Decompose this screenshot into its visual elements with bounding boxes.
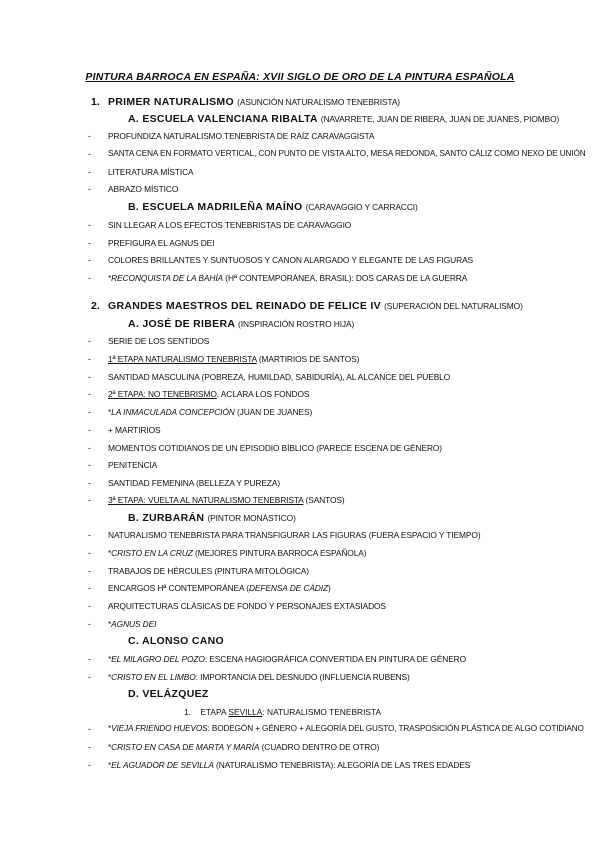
subsection-title: VELÁZQUEZ [142,688,209,700]
subsection-subtitle: (CARAVAGGIO Y CARRACCI) [305,202,418,212]
subsection-subtitle: (NAVARRETE, JUAN DE RIBERA, JUAN DE JUANES, PIOMBO) [320,114,560,124]
section-number: 2. [91,300,100,312]
section-subtitle: (SUPERACIÓN DEL NATURALISMO) [384,301,523,311]
subsection-title: ESCUELA VALENCIANA RIBALTA [142,113,318,125]
subsection-letter: A. [128,318,140,330]
section-subtitle: (ASUNCIÓN NATURALISMO TENEBRISTA) [237,97,400,107]
section-title: PRIMER NATURALISMO [108,96,234,108]
subsection-title: ESCUELA MADRILEÑA MAÍNO [142,201,303,213]
subsection-title: JOSÉ DE RIBERA [142,318,235,330]
subsection-subtitle: (PINTOR MONÁSTICO) [207,513,296,523]
subsection-title: ALONSO CANO [141,635,224,647]
document-page: PINTURA BARROCA EN ESPAÑA: XVII SIGLO DE ORO DE LA PINTURA ESPAÑOLA 1. PRIMER NATURALISMO (ASUNCIÓN NATURALISMO TENEBRISTA) A. ESCUELA VALENCIANA RIBALTA (NAVARRETE, JUAN DE RIBERA, JUAN DE JUANES, PIOMBO) - PROFUNDIZA NATURALISMO TENEBRISTA DE RAÍZ CARAVAGGISTA - SANTA CENA EN FORMATO VERTICAL, CON PUNTO DE VISTA ALTO, MESA REDONDA, SANTO CÁLIZ COMO NEXO DE UNIÓN - LITERATURA MÍSTICA - ABRAZO MÍSTICO B. ESCUELA MADRILEÑA MAÍNO (CARAVAGGIO Y CARRACCI) - SIN LLEGAR A LOS EFECTOS TENEBRISTAS DE CARAVAGGIO - PREFIGURA EL AGNUS DEI - COLORES BRILLANTES Y SUNTUOSOS Y CANON ALARGADO Y ELEGANTE DE LAS FIGURAS - *RECONQUISTA DE LA BAHÍA (Hª CONTEMPORÁNEA, BRASIL): DOS CARAS DE LA GUERRA 2. GRANDES MAESTROS DEL REINADO DE FELICE IV (SUPERACIÓN DEL NATURALISMO) A. JOSÉ DE RIBERA (INSPIRACIÓN ROSTRO HIJA) - SERIE DE LOS SENTIDOS - 1ª ETAPA NATURALISMO TENEBRISTA (MARTIRIOS DE SANTOS) - SANTIDAD MASCULINA (POBREZA, HUMILDAD, SABIDURÍA), AL ALCANCE DEL PUEBLO - 2ª ETAPA: NO TENEBRISMO, ACLARA LOS FONDOS - *LA INMACULADA CONCEPCIÓN (JUAN DE JUANES) - + MARTIRIOS - MOMENTOS COTIDIANOS DE UN EPISODIO BÍBLICO (PARECE ESCENA DE GÉNERO) - PENITENCIA - SANTIDAD FEMENINA (BELLEZA Y PUREZA) - 3ª ETAPA: VUELTA AL NATURALISMO TENEBRISTA (SANTOS) B. ZURBARÁN (PINTOR MONÁSTICO) - NATURALISMO TENEBRISTA PARA TRANSFIGURAR LAS FIGURAS (FUERA ESPACIO Y TIEMPO) - *CRISTO EN LA CRUZ (MEJORES PINTURA BARROCA ESPAÑOLA) - TRABAJOS DE HÉRCULES (PINTURA MITOLÓGICA) - ENCARGOS Hª CONTEMPORÁNEA (DEFENSA DE CÁDIZ) - ARQUITECTURAS CLÁSICAS DE FONDO Y PERSONAJES EXTASIADOS - *AGNUS DEI C. ALONSO CANO - *EL MILAGRO DEL POZO: ESCENA HAGIOGRÁFICA CONVERTIDA EN PINTURA DE GÉNERO - *CRISTO EN EL LIMBO: IMPORTANCIA DEL DESNUDO (INFLUENCIA RUBENS) D. VELÁZQUEZ 1. ETAPA SEVILLA: NATURALISMO TENEBRISTA - *VIEJA FRIENDO HUEVOS: BODEGÓN + GÉNERO + ALEGORÍA DEL GUSTO, TRASPOSICIÓN PLÁSTICA DE ALGO COTIDIANO - *CRISTO EN CASA DE MARTA Y MARÍA (CUADRO DENTRO DE OTRO) - *EL AGUADOR DE SEVILLA (NATURALISMO TENEBRISTA): ALEGORÍA DE LAS TRES EDADES [0,0,600,848]
subsection-letter: C. [128,635,140,647]
subsection-subtitle: (INSPIRACIÓN ROSTRO HIJA) [238,319,355,329]
subsection-letter: B. [128,201,140,213]
subsection-letter: A. [128,113,140,125]
subsection-letter: B. [128,512,140,524]
section-title: GRANDES MAESTROS DEL REINADO DE FELICE IV [108,300,381,312]
subsection-title: ZURBARÁN [142,512,205,524]
section-number: 1. [91,96,100,108]
document-title: PINTURA BARROCA EN ESPAÑA: XVII SIGLO DE ORO DE LA PINTURA ESPAÑOLA [85,71,515,83]
subsection-letter: D. [128,688,140,700]
